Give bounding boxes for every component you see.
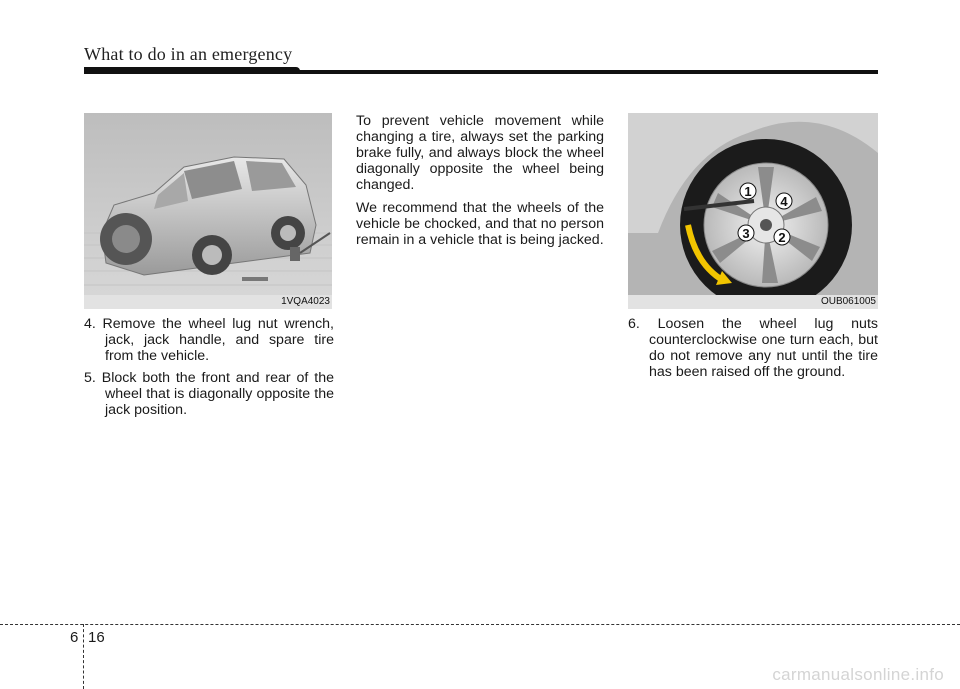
left-column-steps [84,316,334,424]
step-4: 4. Remove the wheel lug nut wrench, jack, jack handle, and spare tire from the vehicle. [84,316,334,364]
middle-column-text [356,113,604,255]
watermark: carmanualsonline.info [772,665,944,684]
paragraph-chock-wheels: We recommend that the wheels of the vehicle be chocked, and that no person remain in a vehicle that is being jacked. [356,200,604,248]
lug-number-1: 1 [744,184,752,199]
figure-wheel-lug-nuts [628,113,878,309]
right-column-steps [628,316,878,386]
paragraph-parking-brake: To prevent vehicle movement while changing a tire, always set the parking brake fully, and always block the wheel diagonally opposite the wheel being changed. [356,113,604,193]
wheel-illustration [628,113,878,309]
header-rule-accent [84,67,300,74]
figure-car-jack [84,113,332,309]
chapter-number: 6 [70,629,79,646]
footer-vertical-divider [83,624,84,689]
step-5: 5. Block both the front and rear of the wheel that is diagonally opposite the jack position. [84,370,334,418]
step-6: 6. Loosen the wheel lug nuts counterclockwise one turn each, but do not remove any nut until the tire has been raised off the ground. [628,316,878,380]
lug-number-2: 2 [778,230,786,245]
section-title: What to do in an emergency [84,44,293,64]
figure-caption: 1VQA4023 [281,296,330,307]
lug-number-3: 3 [742,226,750,241]
page-number: 16 [88,629,105,646]
car-jack-illustration [84,113,332,309]
footer-divider [0,624,960,625]
lug-number-4: 4 [780,194,788,209]
figure-caption: OUB061005 [820,296,876,307]
